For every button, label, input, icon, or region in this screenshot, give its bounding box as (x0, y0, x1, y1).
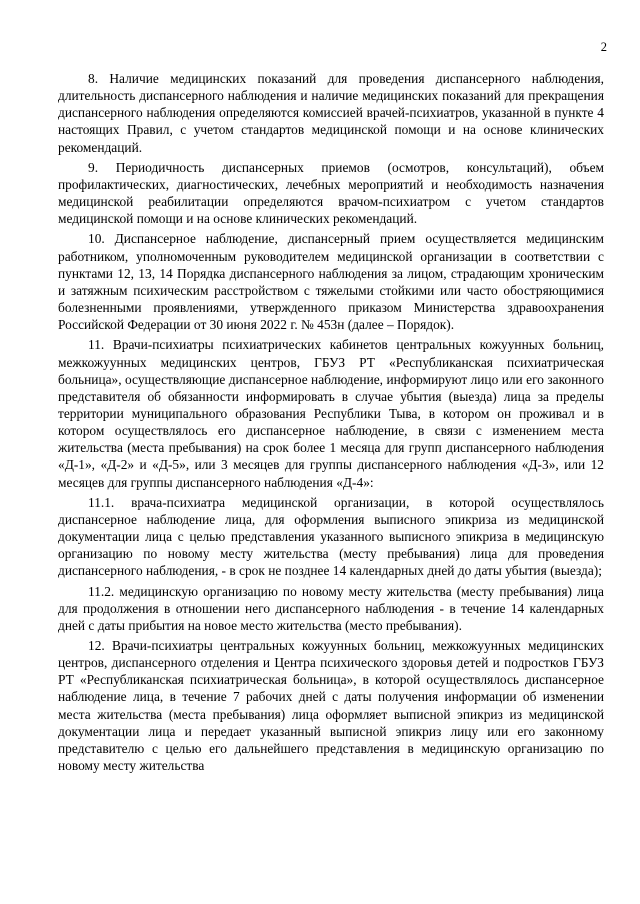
paragraph-8: 8. Наличие медицинских показаний для проведения диспансерного наблюдения, длительность диспансерного наблюдения и наличие медицинских показаний для прекращения диспансерного наблюдения определяются комиссией врачей-психиатров, указанной в пункте 4 настоящих Правил, с учетом стандартов медицинской помощи и на основе клинических рекомендаций. (58, 71, 604, 155)
paragraph-10: 10. Диспансерное наблюдение, диспансерный прием осуществляется медицинским работником, уполномоченным руководителем медицинской организации в соответствии с пунктами 12, 13, 14 Порядка диспансерного наблюдения за лицом, страдающим хроническим и затяжным психическим расстройством с тяжелыми стойкими или часто обостряющимися болезненными проявлениями, утвержденного приказом Министерства здравоохранения Российской Федерации от 30 июня 2022 г. № 453н (далее – Порядок). (58, 231, 604, 333)
paragraph-9: 9. Периодичность диспансерных приемов (осмотров, консультаций), объем профилактических, диагностических, лечебных мероприятий и необходимость назначения медицинской реабилитации определяются врачом-психиатром с учетом стандартов медицинской помощи и на основе клинических рекомендаций. (58, 159, 604, 227)
paragraph-11-2: 11.2. медицинскую организацию по новому месту жительства (месту пребывания) лица для продолжения в отношении него диспансерного наблюдения - в течение 14 календарных дней с даты прибытия на новое место жительства (место пребывания). (58, 583, 604, 633)
paragraph-11: 11. Врачи-психиатры психиатрических кабинетов центральных кожуунных больниц, межкожуунных медицинских центров, ГБУЗ РТ «Республиканская психиатрическая больница», осуществляющие диспансерное наблюдение, информируют лицо или его законного представителя об обязанности информировать в случае убытия (выезда) лица за пределы территории муниципального образования Республики Тыва, в котором он проживал и в котором осуществлялось его диспансерное наблюдение, в связи с изменением места жительства (места пребывания) на срок более 1 месяца для групп диспансерного наблюдения «Д-1», «Д-2» и «Д-5», или 3 месяцев для группы диспансерного наблюдения «Д-3», или 12 месяцев для группы диспансерного наблюдения «Д-4»: (58, 337, 604, 490)
document-body (58, 70, 604, 777)
paragraph-11-1: 11.1. врача-психиатра медицинской организации, в которой осуществлялось диспансерное наблюдение лица, для оформления выписного эпикриза из медицинской документации лица с целью представления указанного выписного эпикриза в медицинскую организацию по новому месту жительства (месту пребывания) лица для проведения диспансерного наблюдения, - в срок не позднее 14 календарных дней до даты убытия (выезда); (58, 494, 604, 579)
page-number: 2 (600, 40, 607, 54)
paragraph-12: 12. Врачи-психиатры центральных кожуунных больниц, межкожуунных медицинских центров, диспансерного отделения и Центра психического здоровья детей и подростков ГБУЗ РТ «Республиканская психиатрическая больница», в которой осуществлялось диспансерное наблюдение лица, в течение 7 рабочих дней с даты получения информации об изменении места жительства (места пребывания) лица оформляет выписной эпикриз из медицинской документации лица и передает указанный выписной эпикриз лицу или его законному представителю с целью его дальнейшего представления в медицинскую организацию по новому месту жительства (58, 638, 604, 774)
